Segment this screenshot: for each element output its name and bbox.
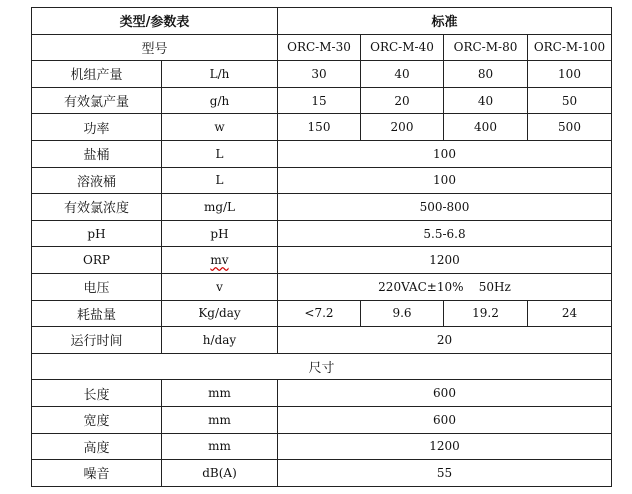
param-unit: Kg/day [162,300,278,327]
param-unit: h/day [162,327,278,354]
param-value: 1200 [278,247,612,274]
dimension-name: 长度 [32,380,162,407]
dimension-unit: mm [162,380,278,407]
param-unit: L [162,140,278,167]
dimension-name: 高度 [32,433,162,460]
param-unit: L/h [162,61,278,88]
table-row [32,380,612,407]
param-value: 150 [278,114,361,141]
model-cell: ORC-M-30 [278,34,361,61]
param-name: 有效氯浓度 [32,194,162,221]
param-value: <7.2 [278,300,361,327]
table-row [32,140,612,167]
header-row [32,8,612,35]
param-name: 功率 [32,114,162,141]
param-unit: v [162,273,278,300]
dimension-value: 600 [278,380,612,407]
table-row [32,460,612,487]
table-row [32,220,612,247]
dimension-unit: mm [162,406,278,433]
param-name: 溶液桶 [32,167,162,194]
param-unit: g/h [162,87,278,114]
param-value: 40 [444,87,528,114]
table-row [32,247,612,274]
model-cell: ORC-M-100 [528,34,612,61]
param-value: 100 [278,167,612,194]
param-value: 9.6 [361,300,444,327]
param-name: 耗盐量 [32,300,162,327]
param-value: 500 [528,114,612,141]
param-unit: mg/L [162,194,278,221]
model-cell: ORC-M-80 [444,34,528,61]
table-row [32,194,612,221]
param-value: 30 [278,61,361,88]
param-name: 机组产量 [32,61,162,88]
param-value: 24 [528,300,612,327]
param-value: 100 [278,140,612,167]
param-unit-cell [162,247,278,274]
table-row [32,273,612,300]
param-name: 电压 [32,273,162,300]
dimensions-header: 尺寸 [32,353,612,380]
param-value: 15 [278,87,361,114]
param-name: 有效氯产量 [32,87,162,114]
param-value: 80 [444,61,528,88]
param-unit: mv [210,253,229,268]
param-name: 运行时间 [32,327,162,354]
spec-table [31,7,612,487]
model-row [32,34,612,61]
param-value: 5.5-6.8 [278,220,612,247]
param-unit: w [162,114,278,141]
standard-header: 标准 [278,8,612,35]
param-value: 200 [361,114,444,141]
param-value: 100 [528,61,612,88]
param-unit: pH [162,220,278,247]
table-row [32,406,612,433]
param-value: 220VAC±10% 50Hz [278,273,612,300]
table-row [32,433,612,460]
dimension-value: 600 [278,406,612,433]
table-row [32,300,612,327]
dimension-value: 1200 [278,433,612,460]
model-label: 型号 [32,34,278,61]
table-row [32,167,612,194]
dimensions-section-row [32,353,612,380]
table-row [32,61,612,88]
param-value: 20 [278,327,612,354]
param-name: 盐桶 [32,140,162,167]
dimension-name: 噪音 [32,460,162,487]
param-value: 500-800 [278,194,612,221]
type-param-header: 类型/参数表 [32,8,278,35]
dimension-unit: dB(A) [162,460,278,487]
table-row [32,87,612,114]
dimension-unit: mm [162,433,278,460]
table-row [32,114,612,141]
dimension-name: 宽度 [32,406,162,433]
param-unit: L [162,167,278,194]
param-value: 400 [444,114,528,141]
param-value: 19.2 [444,300,528,327]
dimension-value: 55 [278,460,612,487]
param-name: pH [32,220,162,247]
param-value: 50 [528,87,612,114]
param-name: ORP [32,247,162,274]
model-cell: ORC-M-40 [361,34,444,61]
param-value: 20 [361,87,444,114]
table-row [32,327,612,354]
param-value: 40 [361,61,444,88]
